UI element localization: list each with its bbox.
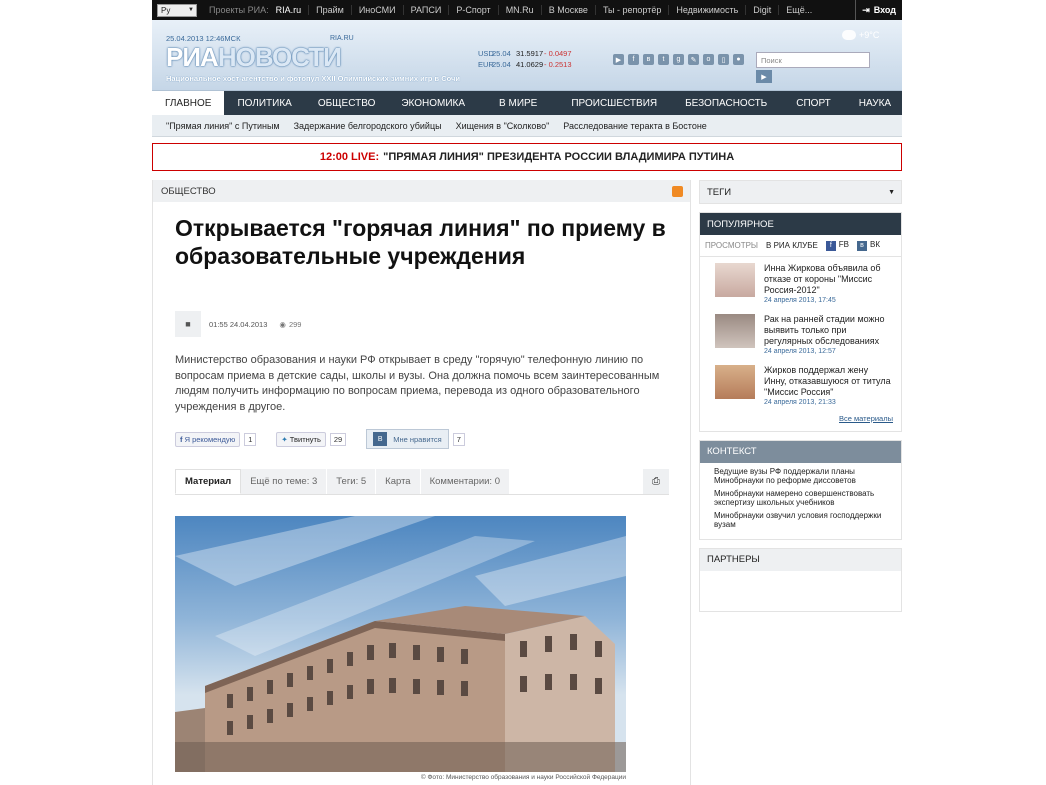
tweet-count: 29	[330, 433, 346, 446]
popular-thumbnail	[715, 314, 755, 348]
facebook-count: 1	[244, 433, 256, 446]
header-tagline: Национальное хост-агентство и фотопул XXII Олимпийских зимних игр в Сочи	[166, 74, 460, 83]
livejournal-icon[interactable]: ✎	[688, 54, 699, 65]
tab-ria-club[interactable]: В РИА КЛУБЕ	[766, 240, 818, 250]
partners-content	[700, 571, 901, 611]
language-value: Ру	[161, 5, 171, 15]
project-link-more[interactable]: Ещё...	[778, 5, 819, 15]
popular-item[interactable]	[700, 359, 901, 410]
bookmark-icon[interactable]: ■	[175, 311, 201, 337]
article-time: 01:55 24.04.2013	[209, 319, 268, 329]
building-image	[175, 516, 626, 772]
facebook-icon: f	[180, 434, 183, 444]
facebook-icon[interactable]: f	[628, 54, 639, 65]
twitter-icon[interactable]: t	[658, 54, 669, 65]
nav-item-world[interactable]: В МИРЕ	[499, 97, 538, 109]
article-section	[153, 180, 690, 202]
project-link-realty[interactable]: Недвижимость	[668, 5, 745, 15]
subnav-link[interactable]: Расследование теракта в Бостоне	[563, 120, 707, 131]
nav-item-main[interactable]: ГЛАВНОЕ	[152, 91, 224, 115]
section-label[interactable]: ОБЩЕСТВО	[161, 185, 216, 197]
popular-item-title: Рак на ранней стадии можно выявить только при регулярных обследованиях	[764, 313, 885, 346]
login-icon: ⇥	[862, 4, 870, 15]
lock-icon[interactable]: ●	[733, 54, 744, 65]
tab-comments[interactable]: Комментарии: 0	[421, 469, 510, 494]
nav-item-security[interactable]: БЕЗОПАСНОСТЬ	[685, 97, 768, 109]
googleplus-icon[interactable]: g	[673, 54, 684, 65]
partners-title: ПАРТНЕРЫ	[700, 549, 901, 571]
article-tabs	[175, 469, 669, 495]
vk-like-button[interactable]: В Мне нравится	[366, 429, 448, 449]
article-lead: Министерство образования и науки РФ открывает в среду "горячую" телефонную линию по вопросам приема в детские сады, школы и вузы. Она должна помочь всем заинтересованным людям получить информацию по вопросам приема, перевода из одного образовательного учреждения в другое.	[175, 354, 660, 413]
popular-item[interactable]	[700, 308, 901, 359]
subnav-link[interactable]: Задержание белгородского убийцы	[293, 120, 442, 131]
vk-icon: В	[373, 432, 387, 446]
tags-title: ТЕГИ	[707, 186, 732, 198]
context-title: КОНТЕКСТ	[700, 441, 901, 463]
sidebar	[699, 180, 902, 620]
photo-credit: © Фото: Министерство образования и науки Российской Федерации	[420, 774, 626, 781]
cloud-icon	[842, 30, 856, 40]
project-link-rsport[interactable]: Р-Спорт	[448, 5, 497, 15]
vk-icon: в	[857, 241, 867, 251]
views-counter: ◉ 299	[279, 319, 302, 329]
chevron-down-icon: ▼	[888, 188, 895, 196]
nav-more[interactable]: ЕЩЁ	[905, 97, 928, 109]
popular-box	[699, 212, 902, 432]
context-link[interactable]: Минобрнауки озвучил условия господдержки вузам	[714, 510, 882, 529]
tab-vk[interactable]: в ВК	[857, 240, 880, 251]
tab-map[interactable]: Карта	[376, 469, 420, 494]
article	[152, 180, 691, 785]
arrow-right-icon: ▶	[761, 73, 767, 81]
share-bar	[175, 429, 465, 449]
rate-usd: USD25.04 31.5917- 0.0497	[478, 49, 572, 58]
tab-views[interactable]: ПРОСМОТРЫ	[705, 240, 759, 250]
project-link-moscow[interactable]: В Москве	[541, 5, 595, 15]
chevron-down-icon: ▼	[188, 7, 194, 13]
popular-thumbnail	[715, 365, 755, 399]
popular-item[interactable]	[700, 257, 901, 308]
nav-item-incidents[interactable]: ПРОИСШЕСТВИЯ	[571, 97, 658, 109]
live-banner[interactable]	[152, 143, 902, 171]
subnav-link[interactable]: "Прямая линия" с Путиным	[166, 120, 280, 131]
nav-item-society[interactable]: ОБЩЕСТВО	[317, 97, 376, 109]
header-datetime: 25.04.2013 12:46МСК	[166, 34, 241, 43]
context-box	[699, 440, 902, 540]
facebook-icon: f	[826, 241, 836, 251]
popular-item-title: Жирков поддержал жену Инну, отказавшуюся от титула "Миссис Россия"	[764, 364, 891, 397]
context-link[interactable]: Минобрнауки намерено совершенствовать экспертизу школьных учебников	[714, 488, 875, 507]
project-link-prime[interactable]: Прайм	[308, 5, 351, 15]
popular-tabs	[700, 235, 901, 257]
partners-box	[699, 548, 902, 612]
login-label: Вход	[873, 5, 896, 15]
weather-widget: +9°C	[842, 30, 879, 40]
language-select[interactable]	[157, 4, 197, 17]
subnav-link[interactable]: Хищения в "Сколково"	[455, 120, 550, 131]
vk-count: 7	[453, 433, 465, 446]
nav-item-politics[interactable]: ПОЛИТИКА	[237, 97, 292, 109]
twitter-icon: ✦	[281, 434, 288, 444]
social-icons	[613, 54, 744, 65]
logo-domain: RIA.RU	[330, 35, 354, 42]
tab-related[interactable]: Ещё по теме: 3	[241, 469, 327, 494]
projects-label: Проекты РИА:	[209, 5, 269, 15]
tab-tags[interactable]: Теги: 5	[327, 469, 376, 494]
project-link-inosmi[interactable]: ИноСМИ	[351, 5, 403, 15]
popular-item-date: 24 апреля 2013, 12:57	[764, 347, 836, 355]
currency-rates	[478, 48, 572, 70]
popular-item-date: 24 апреля 2013, 17:45	[764, 296, 836, 304]
article-meta	[175, 311, 301, 337]
popular-item-date: 24 апреля 2013, 21:33	[764, 398, 836, 406]
sub-nav	[152, 115, 902, 137]
top-bar	[152, 0, 902, 20]
popular-title: ПОПУЛЯРНОЕ	[700, 213, 901, 235]
tweet-button[interactable]: ✦ Твитнуть	[276, 432, 326, 447]
odnoklassniki-icon[interactable]: о	[703, 54, 714, 65]
nav-item-science[interactable]: НАУКА	[858, 97, 892, 109]
print-icon[interactable]: ⎙	[643, 469, 669, 494]
tags-header[interactable]	[700, 181, 901, 203]
project-link-mnru[interactable]: MN.Ru	[498, 5, 541, 15]
article-photo	[175, 516, 626, 772]
site-header	[152, 20, 902, 91]
vk-icon[interactable]: в	[643, 54, 654, 65]
popular-thumbnail	[715, 263, 755, 297]
rss-icon[interactable]	[672, 186, 683, 197]
tab-fb[interactable]: f FB	[826, 240, 849, 251]
all-materials-link[interactable]: Все материалы	[839, 413, 893, 423]
facebook-recommend-button[interactable]: f Я рекомендую	[175, 432, 240, 447]
rate-eur: EUR25.04 41.0629- 0.2513	[478, 60, 572, 69]
live-text: "ПРЯМАЯ ЛИНИЯ" ПРЕЗИДЕНТА РОССИИ ВЛАДИМИРА ПУТИНА	[383, 151, 735, 163]
tab-material[interactable]: Материал	[175, 469, 241, 494]
nav-item-economy[interactable]: ЭКОНОМИКА	[401, 97, 466, 109]
site-logo[interactable]: РИАНОВОСТИ	[166, 42, 341, 72]
project-link-ria[interactable]: RIA.ru	[275, 5, 302, 15]
live-label: 12:00 LIVE:	[319, 151, 380, 163]
context-list	[700, 463, 901, 539]
project-link-reporter[interactable]: Ты - репортёр	[595, 5, 668, 15]
youtube-icon[interactable]: ▶	[613, 54, 624, 65]
project-link-rapsi[interactable]: РАПСИ	[403, 5, 449, 15]
search-input[interactable]: Поиск	[756, 52, 870, 68]
login-button[interactable]	[855, 0, 902, 20]
eye-icon: ◉	[279, 319, 286, 329]
project-link-digit[interactable]: Digit	[745, 5, 778, 15]
nav-item-sport[interactable]: СПОРТ	[796, 97, 831, 109]
context-link[interactable]: Ведущие вузы РФ поддержали планы Минобрнауки по реформе диссоветов	[714, 466, 856, 485]
article-title: Открывается "горячая линия" по приему в образовательные учреждения	[175, 215, 666, 269]
popular-item-title: Инна Жиркова объявила об отказе от короны "Миссис Россия-2012"	[764, 262, 881, 295]
mobile-icon[interactable]: ▯	[718, 54, 729, 65]
tags-box	[699, 180, 902, 204]
search-button[interactable]	[756, 70, 772, 83]
main-nav	[152, 91, 928, 115]
